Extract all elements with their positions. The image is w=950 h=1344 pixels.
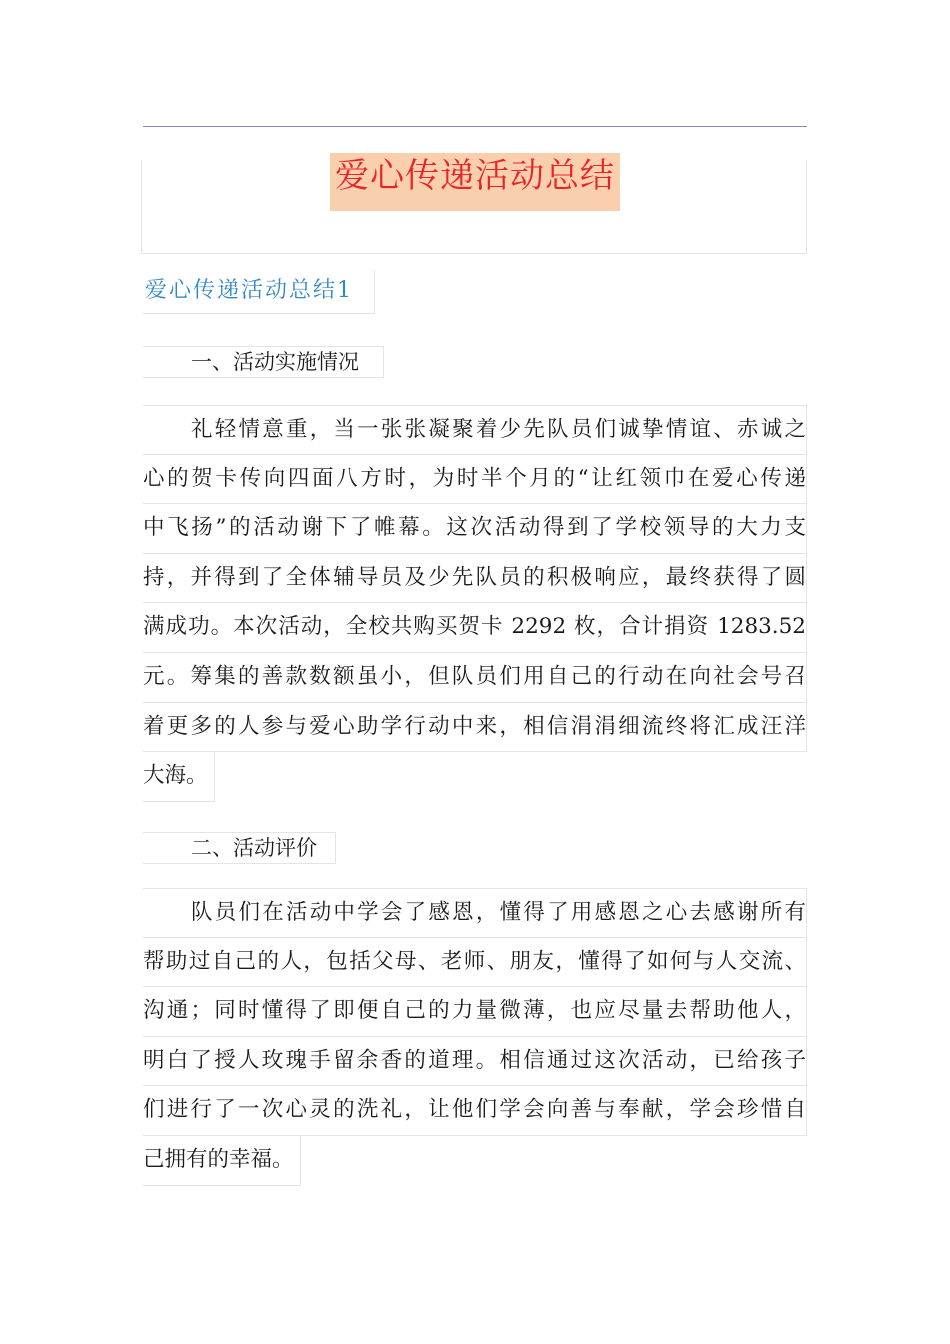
paragraph-line: 大海。 (143, 752, 215, 802)
paragraph-line: 持，并得到了全体辅导员及少先队员的积极响应，最终获得了圆 (143, 554, 807, 604)
paragraph-line: 中飞扬”的活动谢下了帷幕。这次活动得到了学校领导的大力支 (143, 504, 807, 554)
paragraph-line: 沟通；同时懂得了即便自己的力量微薄，也应尽量去帮助他人， (143, 987, 807, 1037)
header-rule (143, 126, 807, 127)
paragraph-line: 明白了授人玫瑰手留余香的道理。相信通过这次活动，已给孩子 (143, 1037, 807, 1087)
document-subtitle: 爱心传递活动总结1 (143, 270, 375, 314)
section-heading-2: 二、活动评价 (143, 832, 336, 864)
section-heading-1: 一、活动实施情况 (143, 346, 384, 378)
document-title: 爱心传递活动总结 (330, 153, 620, 211)
section-paragraph-2 (143, 888, 807, 1190)
section-paragraph-1 (143, 405, 807, 806)
paragraph-line: 着更多的人参与爱心助学行动中来，相信涓涓细流终将汇成汪洋 (143, 703, 807, 753)
paragraph-line: 礼轻情意重，当一张张凝聚着少先队员们诚挚情谊、赤诚之 (143, 405, 807, 455)
paragraph-line: 帮助过自己的人，包括父母、老师、朋友，懂得了如何与人交流、 (143, 938, 807, 988)
paragraph-line: 满成功。本次活动，全校共购买贺卡 2292 枚，合计捐资 1283.52 (143, 603, 807, 653)
paragraph-line: 们进行了一次心灵的洗礼，让他们学会向善与奉献，学会珍惜自 (143, 1086, 807, 1136)
paragraph-line: 心的贺卡传向四面八方时，为时半个月的“让红领巾在爱心传递 (143, 455, 807, 505)
paragraph-line: 元。筹集的善款数额虽小，但队员们用自己的行动在向社会号召 (143, 653, 807, 703)
paragraph-line: 己拥有的幸福。 (143, 1136, 301, 1186)
paragraph-line: 队员们在活动中学会了感恩，懂得了用感恩之心去感谢所有 (143, 888, 807, 938)
